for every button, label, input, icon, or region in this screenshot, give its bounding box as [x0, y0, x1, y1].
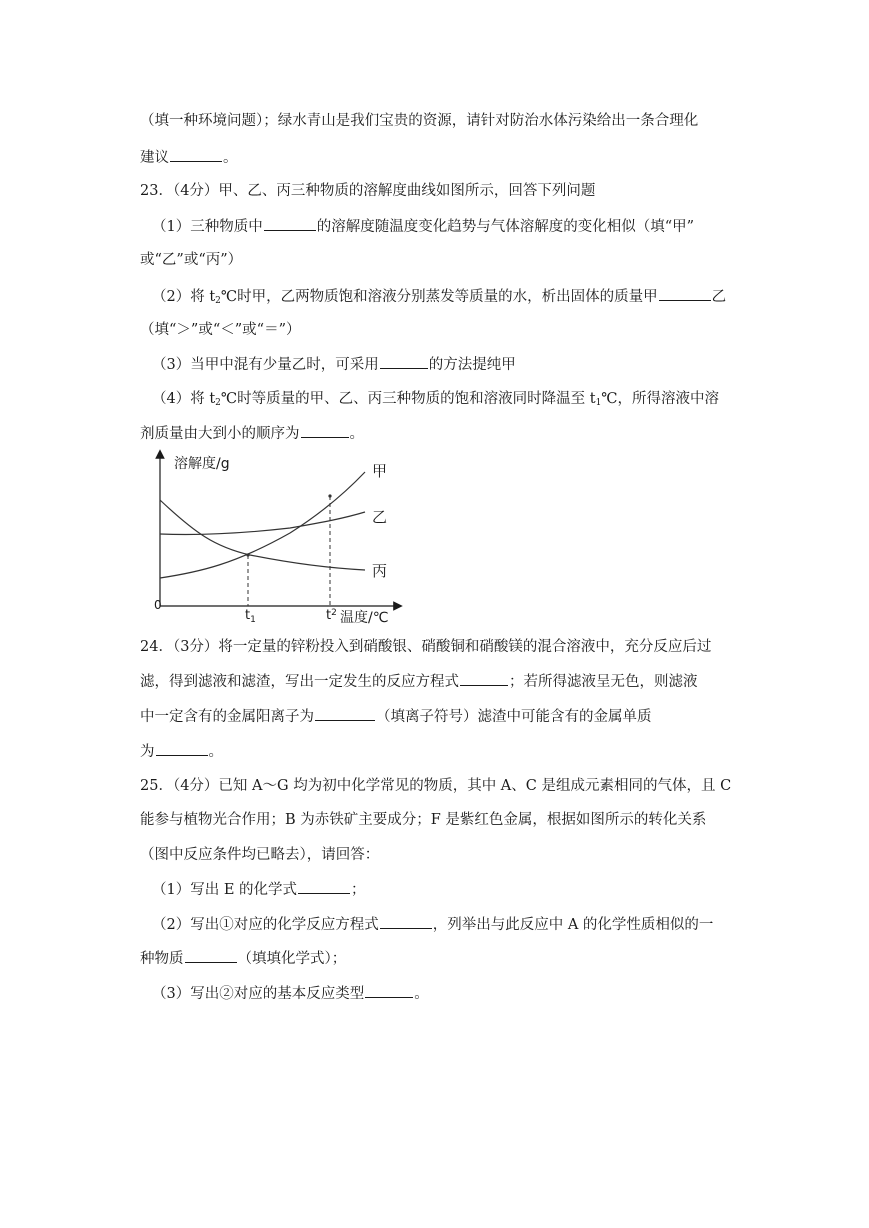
- q24-heading: 24．（3分）将一定量的锌粉投入到硝酸银、硝酸铜和硝酸镁的混合溶液中，充分反应后过: [140, 639, 712, 655]
- answer-blank[interactable]: [170, 147, 222, 162]
- answer-blank[interactable]: [315, 706, 375, 721]
- answer-blank[interactable]: [659, 286, 711, 301]
- q23-2-mid: ℃时甲，乙两物质饱和溶液分别蒸发等质量的水，析出固体的质量甲: [220, 289, 658, 305]
- text-line-1: （填一种环境问题）；绿水青山是我们宝贵的资源，请针对防治水体污染给出一条合理化: [140, 113, 699, 129]
- legend-jia: 甲: [372, 462, 388, 480]
- q23-part3: [152, 354, 516, 375]
- series-yi-curve: [160, 512, 365, 535]
- period: 。: [414, 986, 429, 1002]
- q25-2-prefix: （2）写出①对应的化学反应方程式: [152, 917, 379, 933]
- answer-blank[interactable]: [365, 983, 413, 998]
- period: 。: [349, 426, 364, 442]
- answer-blank[interactable]: [185, 948, 237, 963]
- x-axis-label: 温度/℃: [340, 610, 389, 626]
- q24-3-prefix: 中一定含有的金属阳离子为: [140, 709, 314, 725]
- q23-part4-cont: [140, 423, 364, 444]
- answer-blank[interactable]: [460, 671, 508, 686]
- q25-part3: [152, 983, 429, 1004]
- q23-4-end: ℃，所得溶液中溶: [601, 391, 720, 407]
- q23-3-prefix: （3）当甲中混有少量乙时，可采用: [152, 357, 379, 373]
- q24-line3: [140, 706, 652, 727]
- q24-2-suffix: ；若所得滤液呈无色，则滤液: [509, 674, 698, 690]
- q23-part2: [152, 286, 726, 311]
- origin-label: 0: [154, 598, 162, 612]
- q23-4-prefix: （4）将 t: [152, 391, 216, 407]
- q23-3-suffix: 的方法提纯甲: [428, 357, 516, 373]
- intersection-point: [246, 553, 249, 556]
- q25-part1: [152, 879, 366, 900]
- q23-4d: 剂质量由大到小的顺序为: [140, 426, 300, 442]
- q25-2-suffix: ，列举出与此反应中 A 的化学性质相似的一: [432, 917, 714, 933]
- answer-blank[interactable]: [156, 741, 208, 756]
- q23-1-suffix: 的溶解度随温度变化趋势与气体溶解度的变化相似（填“甲”: [316, 219, 695, 235]
- tick-t2: $t^2$: [326, 608, 337, 623]
- solubility-chart: [140, 448, 405, 626]
- period: 。: [223, 150, 238, 166]
- answer-blank[interactable]: [298, 879, 350, 894]
- q23-part1: [152, 216, 694, 237]
- q24-4-prefix: 为: [140, 744, 155, 760]
- period: 。: [208, 744, 223, 760]
- q23-part4: [152, 389, 719, 413]
- legend-yi: 乙: [372, 508, 388, 526]
- legend-bing: 丙: [372, 562, 388, 580]
- q23-2-end: 乙: [711, 289, 727, 305]
- q25-1-suffix: ；: [351, 882, 366, 898]
- q23-part2-cont: （填“＞”或“＜”或“＝”）: [140, 322, 301, 338]
- subscript: 2: [215, 296, 221, 306]
- answer-blank[interactable]: [301, 423, 349, 438]
- t2-point: [328, 494, 331, 497]
- q24-2-prefix: 滤，得到滤液和滤渣，写出一定发生的反应方程式: [140, 674, 459, 690]
- q25-part2: [152, 914, 713, 935]
- q25-heading: 25．（4分）已知 A～G 均为初中化学常见的物质，其中 A、C 是组成元素相同的气体，且 C: [140, 778, 732, 794]
- subscript: 2: [215, 398, 221, 408]
- q23-heading: 23．（4分）甲、乙、丙三种物质的溶解度曲线如图所示，回答下列问题: [140, 183, 596, 199]
- q23-2-prefix: （2）将 t: [152, 289, 216, 305]
- subscript: 1: [595, 398, 602, 408]
- q24-3-suffix: （填离子符号）滤渣中可能含有的金属单质: [376, 709, 652, 725]
- answer-blank[interactable]: [380, 354, 428, 369]
- q24-line2: [140, 671, 698, 692]
- q25-line2: 能参与植物光合作用；B 为赤铁矿主要成分；F 是紫红色金属，根据如图所示的转化关系: [140, 812, 707, 828]
- q25-2d: （填填化学式）；: [237, 951, 347, 967]
- q24-line4: [140, 741, 223, 762]
- y-axis-label: 溶解度/g: [174, 456, 230, 472]
- q23-4-mid: ℃时等质量的甲、乙、丙三种物质的饱和溶液同时降温至 t: [220, 391, 596, 407]
- q25-2c: 种物质: [140, 951, 184, 967]
- answer-blank[interactable]: [264, 216, 316, 231]
- tick-t1: $t_1$: [245, 608, 256, 625]
- q25-3-prefix: （3）写出②对应的基本反应类型: [152, 986, 365, 1002]
- answer-blank[interactable]: [380, 914, 432, 929]
- series-jia-curve: [160, 472, 365, 578]
- text-line-2: [140, 147, 238, 168]
- q25-1-prefix: （1）写出 E 的化学式: [152, 882, 298, 898]
- q23-1-prefix: （1）三种物质中: [152, 219, 263, 235]
- q23-part1-cont: 或“乙”或“丙”）: [140, 252, 243, 268]
- q25-line3: （图中反应条件均已略去），请回答：: [140, 847, 380, 863]
- q25-part2-cont: [140, 948, 346, 969]
- advice-label: 建议: [140, 150, 169, 166]
